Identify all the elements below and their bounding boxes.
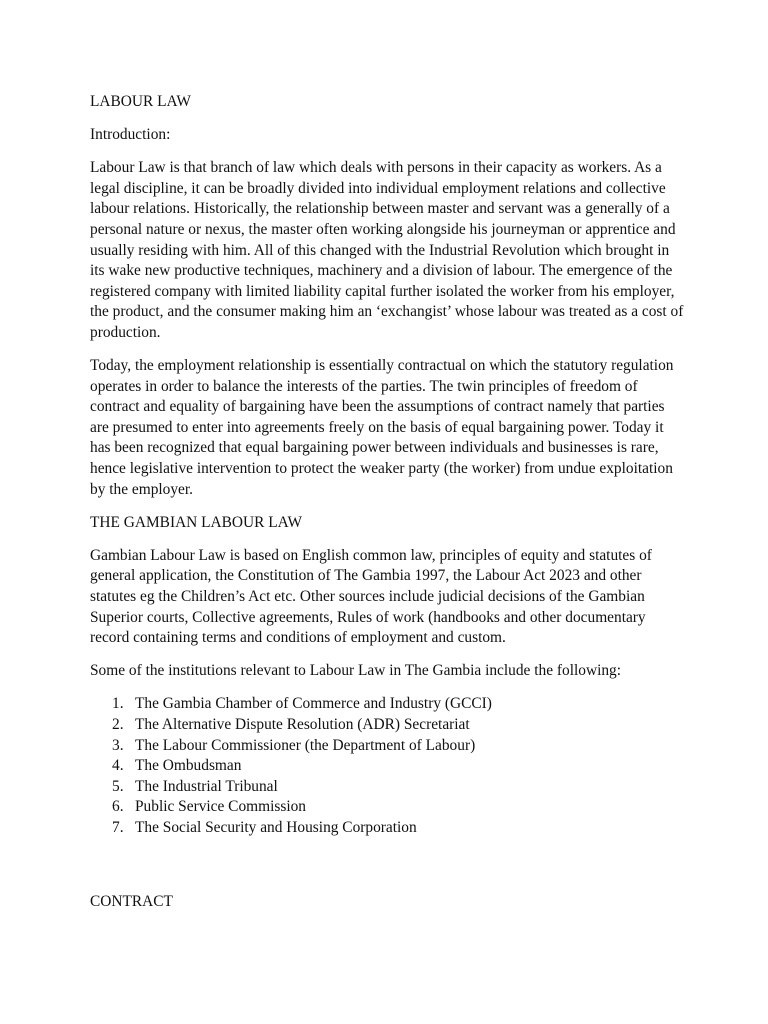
document-title: LABOUR LAW xyxy=(90,93,191,110)
list-item-text: The Gambia Chamber of Commerce and Industry (GCCI) xyxy=(135,695,492,713)
list-item-number: 5. xyxy=(112,777,124,795)
list-item-number: 4. xyxy=(112,757,124,775)
institutions-list xyxy=(90,694,686,838)
list-item-number: 1. xyxy=(112,695,124,713)
list-item-text: The Ombudsman xyxy=(135,757,242,775)
list-item-number: 3. xyxy=(112,736,124,754)
list-item xyxy=(112,756,686,777)
list-item-number: 6. xyxy=(112,798,124,816)
gambian-labour-law-paragraph: Gambian Labour Law is based on English common law, principles of equity and statutes of general application, the Constitution of The Gambia 1997, the Labour Act 2023 and other statutes eg the Children’s Act etc. Other sources include judicial decisions of the Gambian Superior courts, Collective agreements, Rules of work (handbooks and other documentary record containing terms and conditions of employment and custom. xyxy=(90,546,652,647)
blank-space xyxy=(90,839,686,892)
list-item-text: The Labour Commissioner (the Department of Labour) xyxy=(135,736,476,754)
list-item-text: The Alternative Dispute Resolution (ADR) Secretariat xyxy=(135,715,470,733)
intro-paragraph-2: Today, the employment relationship is essentially contractual on which the statutory regulation operates in order to balance the interests of the parties. The twin principles of freedom of contract and equality of bargaining have been the assumptions of contract namely that parties are presumed to enter into agreements freely on the basis of equal bargaining power. Today it has been recognized that equal bargaining power between individuals and businesses is rare, hence legislative intervention to protect the weaker party (the worker) from undue exploitation by the employer. xyxy=(90,357,674,498)
list-item xyxy=(112,715,686,736)
list-item-text: Public Service Commission xyxy=(135,798,307,816)
list-item xyxy=(112,736,686,757)
document-body xyxy=(90,92,686,925)
list-item-number: 2. xyxy=(112,715,124,733)
list-item-text: The Industrial Tribunal xyxy=(135,777,278,795)
list-item xyxy=(112,694,686,715)
list-item xyxy=(112,797,686,818)
intro-paragraph-1: Labour Law is that branch of law which deals with persons in their capacity as workers. As a legal discipline, it can be broadly divided into individual employment relations and collective labour relations. Historically, the relationship between master and servant was a generally of a personal nature or nexus, the master often working alongside his journeyman or apprentice and usually residing with him. All of this changed with the Industrial Revolution which brought in its wake new productive techniques, machinery and a division of labour. The emergence of the registered company with limited liability capital further isolated the worker from his employer, the product, and the consumer making him an ‘exchangist’ whose labour was treated as a cost of production. xyxy=(90,159,684,341)
intro-heading: Introduction: xyxy=(90,126,171,144)
contract-heading: CONTRACT xyxy=(90,892,173,910)
gambian-labour-law-heading: THE GAMBIAN LABOUR LAW xyxy=(90,513,303,531)
list-item xyxy=(112,818,686,839)
institutions-intro: Some of the institutions relevant to Labour Law in The Gambia include the following: xyxy=(90,662,622,680)
list-item-text: The Social Security and Housing Corporation xyxy=(135,818,417,836)
list-item xyxy=(112,777,686,798)
list-item-number: 7. xyxy=(112,818,124,836)
